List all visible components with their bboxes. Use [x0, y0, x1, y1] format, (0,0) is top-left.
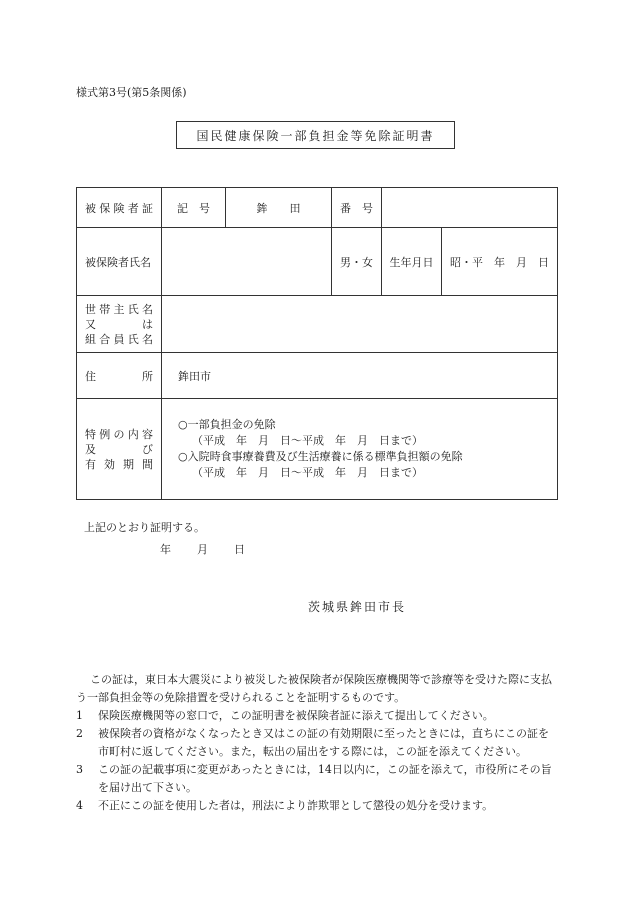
label-char: 住 — [85, 369, 96, 383]
label-char: 期 — [123, 457, 134, 471]
dob-value[interactable] — [442, 228, 558, 296]
date-day: 日 — [234, 543, 245, 556]
insured-cert-row — [77, 188, 558, 228]
exemption-period-1: （平成 年 月 日〜平成 年 月 日まで） — [192, 434, 423, 447]
label-line — [85, 427, 153, 442]
certification-statement: 上記のとおり証明する。 — [84, 521, 205, 534]
label-char: 主 — [113, 302, 125, 316]
note-item — [76, 761, 558, 797]
sex-field[interactable]: 男・女 — [332, 228, 382, 296]
label-line — [85, 457, 153, 472]
note-text: 被保険者の資格がなくなったとき又はこの証の有効期限に至ったときには，直ちにこの証を市町村に返してください。また，転出の届出をする際には，この証を添えてください。 — [98, 727, 549, 758]
insured-name-label: 被保険者氏名 — [77, 228, 162, 296]
insured-name-value[interactable] — [162, 228, 332, 296]
label-char: 組 — [85, 332, 96, 346]
insured-name-row — [77, 228, 558, 296]
dob-spread — [450, 254, 549, 270]
dob-day: 日 — [538, 255, 549, 269]
issuer-name: 茨城県鉾田市長 — [308, 600, 407, 614]
note-text: 不正にこの証を使用した者は，刑法により詐欺罪として懲役の処分を受けます。 — [98, 799, 494, 812]
label-spread — [85, 200, 153, 216]
dob-month: 月 — [516, 255, 527, 269]
issue-date — [160, 541, 245, 557]
label-char: 効 — [104, 457, 115, 471]
label-char: 及 — [85, 442, 96, 456]
label-char: は — [142, 317, 153, 331]
label-line — [85, 332, 153, 347]
note-text: 保険医療機関等の窓口で，この証明書を被保険者証に添えて提出してください。 — [98, 709, 494, 722]
label-char: 険 — [113, 201, 125, 215]
label-char: 又 — [85, 317, 96, 331]
bango-value[interactable] — [382, 188, 558, 228]
label-char: 保 — [99, 201, 111, 215]
insured-cert-label — [77, 188, 162, 228]
certificate-table — [76, 187, 558, 500]
label-char: 氏 — [127, 302, 139, 316]
address-value[interactable]: 鉾田市 — [162, 353, 558, 399]
dob-year: 年 — [494, 255, 505, 269]
label-char: 被 — [85, 201, 96, 215]
kigo-label: 記 号 — [162, 188, 226, 228]
label-char: 名 — [142, 332, 153, 346]
householder-row — [77, 296, 558, 353]
special-row — [77, 399, 558, 500]
special-content — [162, 399, 558, 500]
note-number: 3 — [76, 763, 83, 776]
householder-value[interactable] — [162, 296, 558, 353]
label-char: 氏 — [127, 332, 139, 346]
kigo-value[interactable]: 鉾 田 — [226, 188, 332, 228]
note-number: 2 — [76, 727, 83, 740]
form-code: 様式第3号(第5条関係) — [76, 86, 187, 99]
label-char: 特 — [85, 427, 96, 441]
notes-intro: この証は，東日本大震災により被災した被保険者が保険医療機関等で診療等を受けた際に支払う一部負担金等の免除措置を受けられることを証明するものです。 — [76, 673, 552, 704]
label-char: 名 — [142, 302, 153, 316]
note-text: この証の記載事項に変更があったときには，14日以内に，この証を添えて，市役所にその旨を届け出て下さい。 — [98, 763, 552, 794]
note-number: 4 — [76, 799, 83, 812]
dob-era: 昭・平 — [450, 255, 483, 269]
document-title: 国民健康保険一部負担金等免除証明書 — [176, 121, 455, 149]
date-month: 月 — [197, 543, 208, 556]
bango-label: 番 号 — [332, 188, 382, 228]
date-year: 年 — [160, 543, 171, 556]
label-char: 容 — [142, 427, 153, 441]
label-char: の — [113, 427, 125, 441]
exemption-option-1[interactable]: ○一部負担金の免除 — [178, 418, 276, 431]
label-char: 例 — [99, 427, 111, 441]
special-label — [77, 399, 162, 500]
dob-label: 生年月日 — [382, 228, 442, 296]
label-char: 員 — [113, 332, 125, 346]
label-char: 証 — [142, 201, 153, 215]
note-item — [76, 725, 558, 761]
label-line — [85, 302, 153, 317]
note-item — [76, 707, 558, 725]
label-char: 帯 — [99, 302, 111, 316]
note-number: 1 — [76, 709, 83, 722]
label-char: 合 — [99, 332, 111, 346]
label-char: 者 — [127, 201, 139, 215]
label-spread — [85, 368, 153, 384]
label-char: 間 — [142, 457, 153, 471]
label-char: び — [142, 442, 153, 456]
note-item — [76, 797, 558, 815]
exemption-option-2[interactable]: ○入院時食事療養費及び生活療養に係る標準負担額の免除 — [178, 450, 463, 463]
label-char: 世 — [85, 302, 96, 316]
exemption-period-2: （平成 年 月 日〜平成 年 月 日まで） — [192, 466, 423, 479]
address-label — [77, 353, 162, 399]
label-line — [85, 317, 153, 332]
householder-label — [77, 296, 162, 353]
label-char: 所 — [142, 369, 153, 383]
label-char: 有 — [85, 457, 96, 471]
label-line — [85, 442, 153, 457]
label-char: 内 — [127, 427, 139, 441]
notes-section — [76, 671, 558, 815]
address-row — [77, 353, 558, 399]
